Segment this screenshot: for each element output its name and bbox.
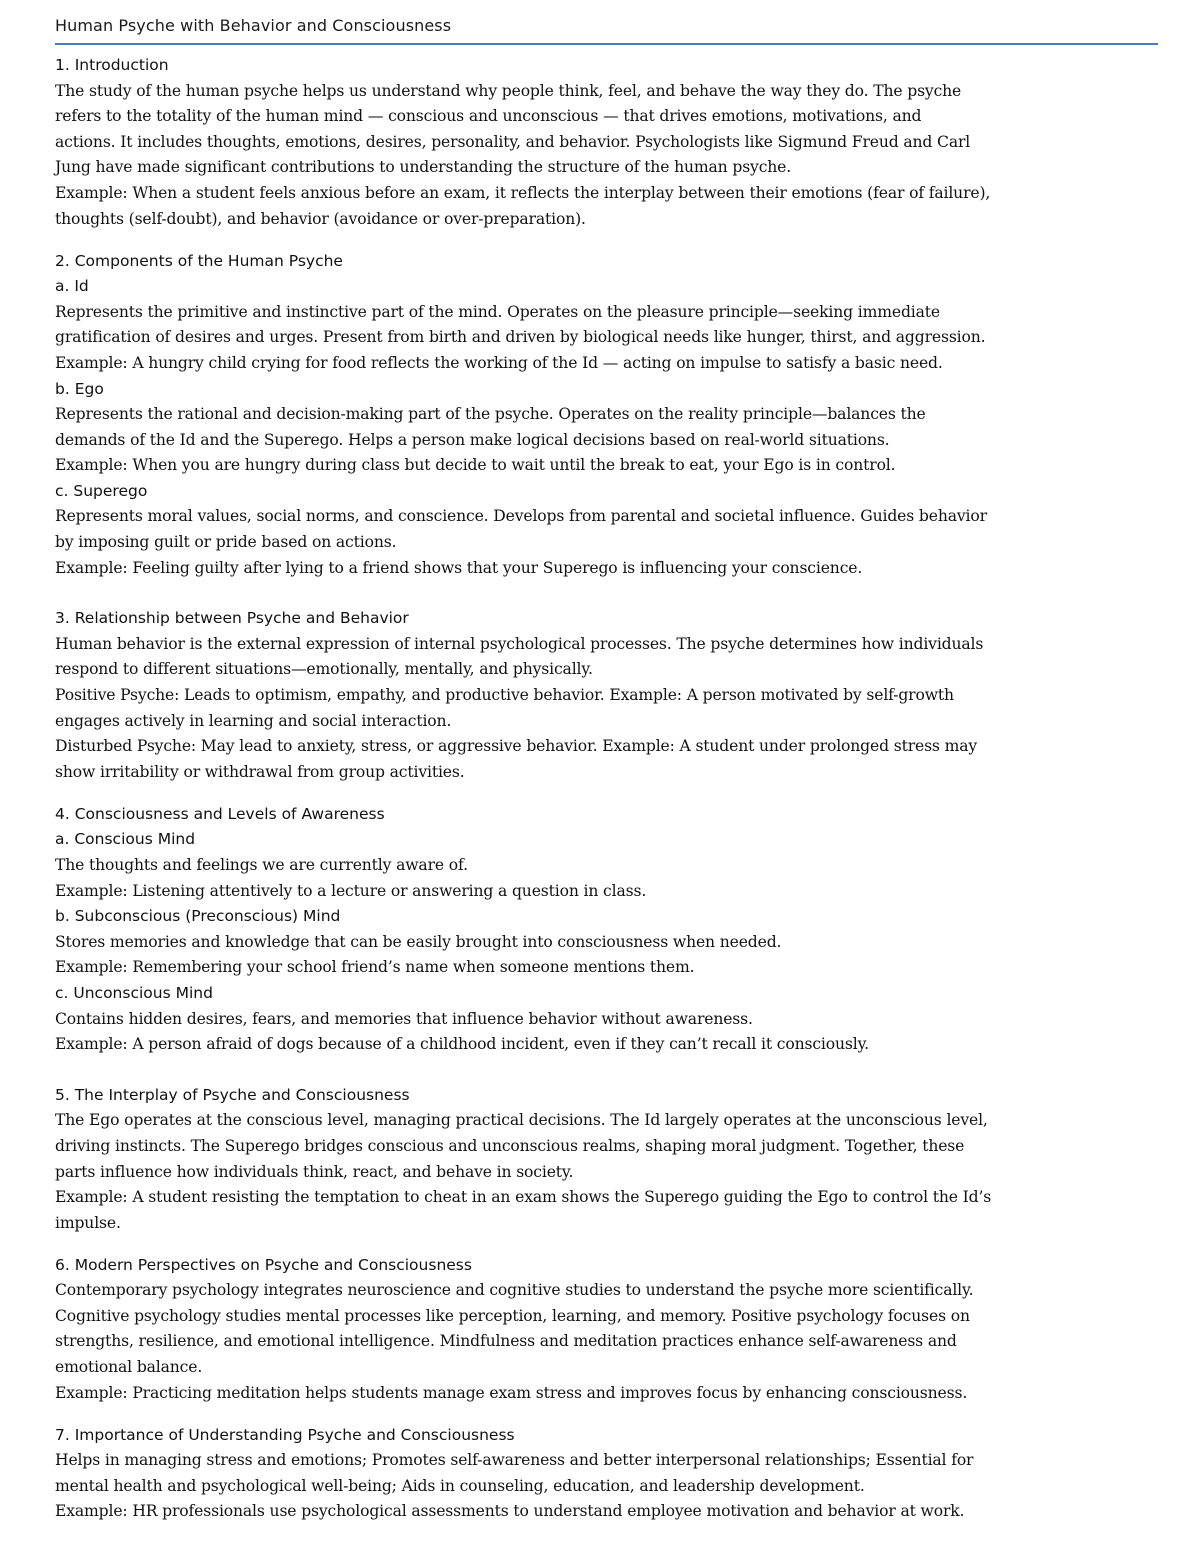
example-line: Example: Remembering your school friend’s name when someone mentions them.: [55, 958, 695, 977]
paragraph-line: Disturbed Psyche: May lead to anxiety, stress, or aggressive behavior. Example: A student under prolonged stress may: [55, 737, 978, 756]
paragraph-line: Stores memories and knowledge that can be easily brought into consciousness when needed.: [55, 932, 782, 951]
example-line: Example: A student resisting the temptation to cheat in an exam shows the Superego guiding the Ego to control the Id’s: [55, 1188, 992, 1207]
example-line: Example: Listening attentively to a lecture or answering a question in class.: [55, 881, 647, 900]
paragraph-line: The thoughts and feelings we are currently aware of.: [55, 856, 468, 874]
example-line: thoughts (self-doubt), and behavior (avoidance or over-preparation).: [55, 209, 586, 228]
paragraph-line: parts influence how individuals think, react, and behave in society.: [55, 1162, 574, 1181]
example-line: Example: When a student feels anxious before an exam, it reflects the interplay between their emotions (fear of failure),: [55, 183, 991, 202]
subsection-subconscious-heading: b. Subconscious (Preconscious) Mind: [55, 907, 341, 926]
section-3-heading: 3. Relationship between Psyche and Behavior: [55, 609, 409, 628]
example-line: Example: HR professionals use psychological assessments to understand employee motivation and behavior at work.: [55, 1502, 965, 1521]
paragraph-line: Represents the rational and decision-making part of the psyche. Operates on the reality principle—balances the: [55, 405, 926, 424]
document-body: [55, 53, 1165, 1525]
paragraph-line: show irritability or withdrawal from group activities.: [55, 762, 465, 781]
section-2-heading: 2. Components of the Human Psyche: [55, 251, 343, 270]
example-line: Example: A hungry child crying for food reflects the working of the Id — acting on impulse to satisfy a basic need.: [55, 353, 943, 372]
paragraph-line: refers to the totality of the human mind — conscious and unconscious — that drives emotions, motivations, and: [55, 107, 922, 126]
example-line: Example: Feeling guilty after lying to a friend shows that your Superego is influencing your conscience.: [55, 558, 863, 577]
paragraph-line: respond to different situations—emotionally, mentally, and physically.: [55, 660, 593, 679]
paragraph-line: Cognitive psychology studies mental processes like perception, learning, and memory. Positive psychology focuses on: [55, 1306, 970, 1325]
subsection-id-heading: a. Id: [55, 277, 89, 296]
section-4-heading: 4. Consciousness and Levels of Awareness: [55, 804, 385, 823]
paragraph-line: strengths, resilience, and emotional intelligence. Mindfulness and meditation practices enhance self-awareness and: [55, 1332, 957, 1351]
paragraph-line: Helps in managing stress and emotions; Promotes self-awareness and better interpersonal relationships; Essential for: [55, 1451, 974, 1470]
paragraph-line: The study of the human psyche helps us understand why people think, feel, and behave the way they do. The psyche: [55, 81, 962, 100]
section-6-heading: 6. Modern Perspectives on Psyche and Consciousness: [55, 1255, 472, 1274]
paragraph-line: Represents the primitive and instinctive part of the mind. Operates on the pleasure principle—seeking immediate: [55, 302, 940, 321]
subsection-unconscious-heading: c. Unconscious Mind: [55, 983, 213, 1002]
example-line: Example: Practicing meditation helps students manage exam stress and improves focus by enhancing consciousness.: [55, 1383, 968, 1402]
section-1-heading: 1. Introduction: [55, 56, 169, 74]
page-header-title: Human Psyche with Behavior and Consciousness: [55, 16, 1158, 45]
paragraph-line: actions. It includes thoughts, emotions, desires, personality, and behavior. Psychologists like Sigmund Freud and Carl: [55, 132, 971, 151]
example-line: Example: A person afraid of dogs because of a childhood incident, even if they can’t recall it consciously.: [55, 1035, 869, 1054]
section-5-heading: 5. The Interplay of Psyche and Consciousness: [55, 1085, 410, 1104]
paragraph-line: gratification of desires and urges. Present from birth and driven by biological needs like hunger, thirst, and aggression.: [55, 328, 986, 347]
paragraph-line: engages actively in learning and social interaction.: [55, 711, 452, 730]
section-7-heading: 7. Importance of Understanding Psyche and Consciousness: [55, 1425, 515, 1444]
paragraph-line: driving instincts. The Superego bridges conscious and unconscious realms, shaping moral judgment. Together, these: [55, 1136, 965, 1155]
paragraph-line: Jung have made significant contributions to understanding the structure of the human psyche.: [55, 158, 792, 177]
paragraph-line: by imposing guilt or pride based on actions.: [55, 533, 397, 552]
paragraph-line: Human behavior is the external expression of internal psychological processes. The psyche determines how individuals: [55, 634, 984, 653]
paragraph-line: The Ego operates at the conscious level, managing practical decisions. The Id largely operates at the unconscious level,: [55, 1111, 988, 1130]
paragraph-line: demands of the Id and the Superego. Helps a person make logical decisions based on real-world situations.: [55, 430, 890, 449]
subsection-ego-heading: b. Ego: [55, 379, 104, 398]
paragraph-line: Contemporary psychology integrates neuroscience and cognitive studies to understand the psyche more scientifically.: [55, 1281, 974, 1300]
subsection-conscious-heading: a. Conscious Mind: [55, 830, 196, 849]
paragraph-line: mental health and psychological well-being; Aids in counseling, education, and leadership development.: [55, 1476, 865, 1495]
paragraph-line: emotional balance.: [55, 1358, 203, 1377]
paragraph-line: Represents moral values, social norms, and conscience. Develops from parental and societal influence. Guides behavior: [55, 507, 987, 526]
paragraph-line: Positive Psyche: Leads to optimism, empathy, and productive behavior. Example: A person motivated by self-growth: [55, 686, 954, 705]
paragraph-line: Contains hidden desires, fears, and memories that influence behavior without awareness.: [55, 1009, 753, 1028]
subsection-superego-heading: c. Superego: [55, 481, 148, 500]
example-line: Example: When you are hungry during class but decide to wait until the break to eat, your Ego is in control.: [55, 456, 896, 475]
example-line: impulse.: [55, 1213, 121, 1232]
